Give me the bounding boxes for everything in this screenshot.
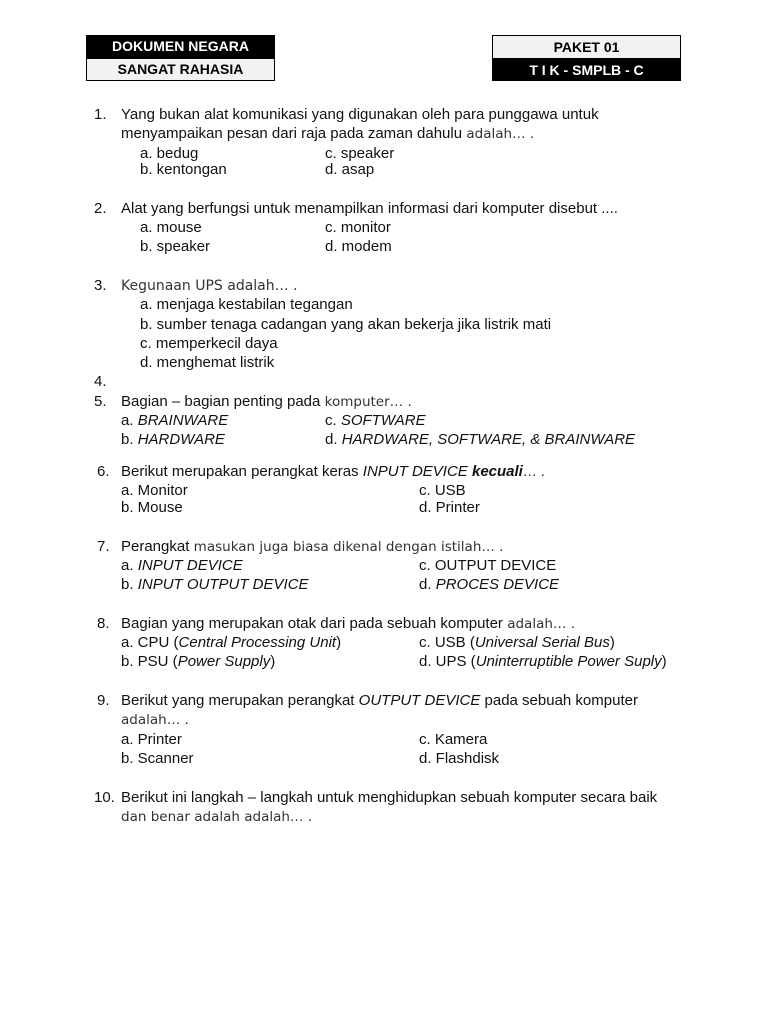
option-c: c. Kamera	[419, 731, 488, 748]
question-text: Bagian – bagian penting pada komputer… .	[121, 393, 412, 410]
option-c: c. speaker	[325, 145, 395, 162]
option-b: b. Scanner	[121, 750, 194, 767]
question-text: Bagian yang merupakan otak dari pada sebuah komputer adalah… .	[121, 615, 575, 632]
option-c: c. monitor	[325, 219, 391, 236]
question-number: 1.	[94, 106, 107, 123]
question-number: 9.	[97, 692, 110, 709]
option-d: d. Printer	[419, 499, 480, 516]
option-c: c. SOFTWARE	[325, 412, 426, 429]
question-number: 7.	[97, 538, 110, 555]
header-subject-code: T I K - SMPLB - C	[492, 59, 681, 81]
option-d: d. modem	[325, 238, 392, 255]
option-c: c. USB (Universal Serial Bus)	[419, 634, 615, 651]
option-d: d. Flashdisk	[419, 750, 500, 767]
option-b: b. speaker	[140, 238, 211, 255]
question-text: Berikut yang merupakan perangkat OUTPUT DEVICE pada sebuah komputer	[121, 692, 638, 709]
option-c: c. memperkecil daya	[140, 335, 278, 352]
question-text: Berikut ini langkah – langkah untuk menghidupkan sebuah komputer secara baik	[121, 789, 658, 806]
question-number: 5.	[94, 393, 107, 410]
question-number: 6.	[97, 463, 110, 480]
option-b: b. INPUT OUTPUT DEVICE	[121, 576, 309, 593]
question-text: menyampaikan pesan dari raja pada zaman dahulu adalah… .	[121, 125, 535, 142]
option-a: a. Printer	[121, 731, 182, 748]
question-text: Berikut merupakan perangkat keras INPUT DEVICE kecuali… .	[121, 463, 545, 480]
option-b: b. Mouse	[121, 499, 183, 516]
option-a: a. Monitor	[121, 482, 188, 499]
question-text: Perangkat masukan juga biasa dikenal dengan istilah… .	[121, 538, 504, 555]
header-sangat-rahasia: SANGAT RAHASIA	[86, 58, 275, 81]
question-number: 10.	[94, 789, 115, 806]
option-a: a. BRAINWARE	[121, 412, 229, 429]
header-paket: PAKET 01	[492, 35, 681, 59]
option-c: c. USB	[419, 482, 466, 499]
question-text: Yang bukan alat komunikasi yang digunakan oleh para punggawa untuk	[121, 106, 599, 123]
option-d: d. HARDWARE, SOFTWARE, & BRAINWARE	[325, 431, 636, 448]
option-a: a. INPUT DEVICE	[121, 557, 243, 574]
question-text: adalah… .	[121, 712, 189, 728]
option-c: c. OUTPUT DEVICE	[419, 557, 557, 574]
option-d: d. asap	[325, 161, 375, 178]
option-a: a. CPU (Central Processing Unit)	[121, 634, 342, 651]
option-a: a. bedug	[140, 145, 199, 162]
question-number: 4.	[94, 373, 107, 390]
option-b: b. PSU (Power Supply)	[121, 653, 276, 670]
question-text: Kegunaan UPS adalah… .	[121, 278, 298, 294]
option-d: d. menghemat listrik	[140, 354, 275, 371]
option-b: b. sumber tenaga cadangan yang akan bekerja jika listrik mati	[140, 316, 552, 333]
option-a: a. menjaga kestabilan tegangan	[140, 296, 353, 313]
option-b: b. HARDWARE	[121, 431, 225, 448]
question-number: 3.	[94, 277, 107, 294]
header-dokumen-negara: DOKUMEN NEGARA	[86, 35, 275, 58]
option-d: d. UPS (Uninterruptible Power Suply)	[419, 653, 667, 670]
question-text: dan benar adalah adalah… .	[121, 809, 312, 825]
option-b: b. kentongan	[140, 161, 227, 178]
option-a: a. mouse	[140, 219, 202, 236]
question-number: 2.	[94, 200, 107, 217]
option-d: d. PROCES DEVICE	[419, 576, 560, 593]
question-number: 8.	[97, 615, 110, 632]
question-text: Alat yang berfungsi untuk menampilkan informasi dari komputer disebut ....	[121, 200, 618, 217]
